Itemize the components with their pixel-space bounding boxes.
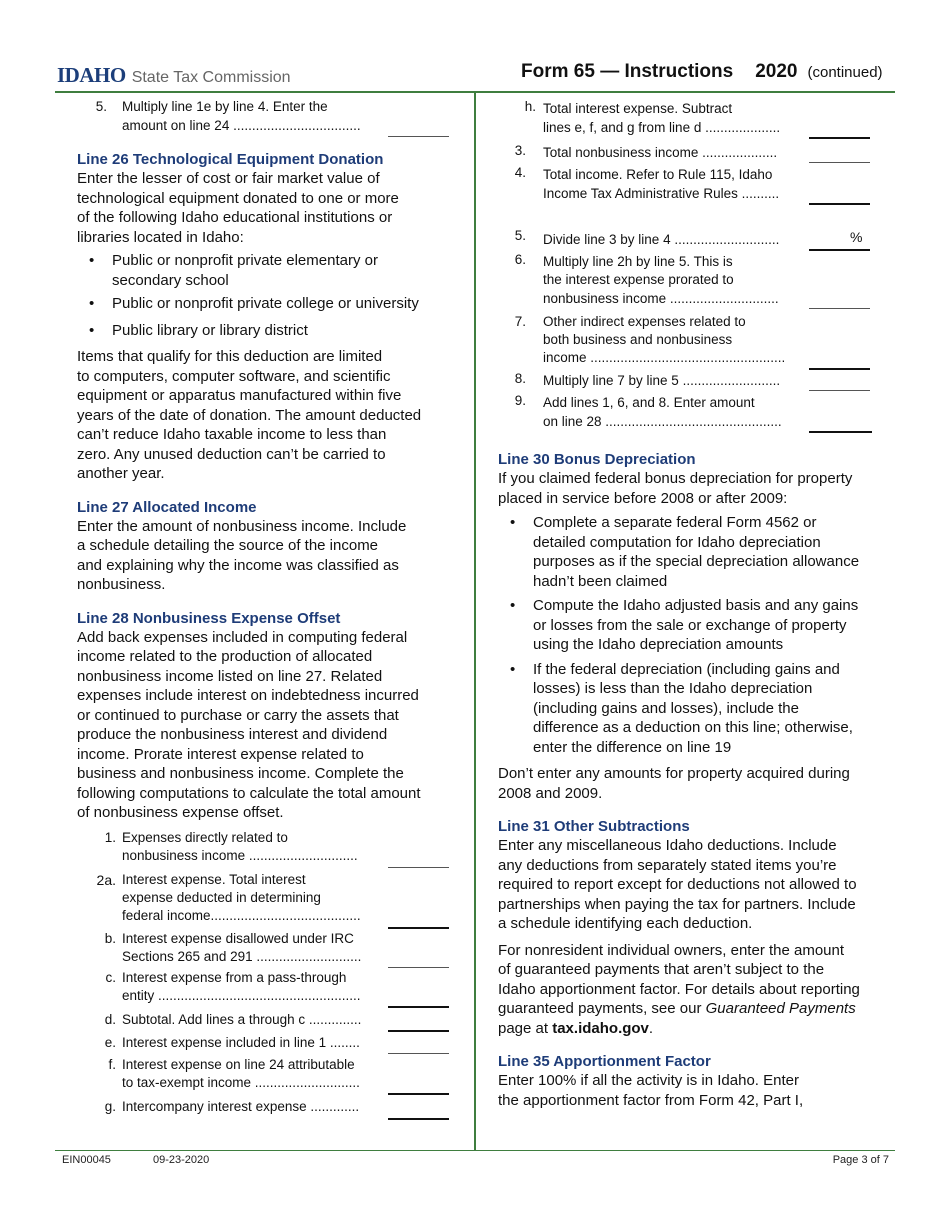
revision-date: 09-23-2020 <box>153 1154 210 1166</box>
line-35-heading: Line 35 Apportionment Factor <box>498 1053 711 1070</box>
right-column <box>498 98 893 1110</box>
line-26-heading: Line 26 Technological Equipment Donation <box>77 151 384 168</box>
answer-blank <box>388 1053 449 1054</box>
website-link[interactable]: tax.idaho.gov <box>552 1019 649 1037</box>
calc-line-2f: f. Interest expense on line 24 attributable to tax-exempt income ............................ <box>77 1056 454 1098</box>
answer-blank <box>809 308 870 309</box>
list-item: • Complete a separate federal Form 4562 or detailed computation for Idaho depreciation purposes as if the special depreciation allowance hadn’t been claimed <box>510 514 860 590</box>
line-27-para: Enter the amount of nonbusiness income. Include a schedule detailing the source of the income and explaining why the income was classified as nonbusiness. <box>77 517 407 593</box>
logo-wordmark: IDAHO <box>57 63 126 87</box>
calc-line-8: 8. Multiply line 7 by line 5 .......................... <box>498 370 893 392</box>
calc-line-2g: g. Intercompany interest expense ............. <box>77 1098 454 1122</box>
line-26-para1: Enter the lesser of cost or fair market value of technological equipment donated to one or more of the following Idaho educational institutions or libraries located in Idaho: <box>77 170 399 246</box>
list-item: • Compute the Idaho adjusted basis and any gains or losses from the sale or exchange of property using the Idaho depreciation amounts <box>510 597 859 653</box>
line-30-para2: Don’t enter any amounts for property acquired during 2008 and 2009. <box>498 765 850 802</box>
line-30-para1: If you claimed federal bonus depreciation for property placed in service before 2008 or after 2009: <box>498 470 853 507</box>
calc-line-6: 6. Multiply line 2h by line 5. This is the interest expense prorated to nonbusiness income ............................. <box>498 251 893 313</box>
form-title: Form 65 — Instructions <box>521 61 734 82</box>
list-item: • If the federal depreciation (including gains and losses) is less than the Idaho depreciation (including gains and losses), include the difference as a deduction on this line; otherwise, enter the difference on line 19 <box>510 660 853 756</box>
form-code: EIN00045 <box>62 1154 111 1166</box>
calc-line-1: 1. Expenses directly related to nonbusiness income ............................. <box>77 829 454 871</box>
answer-blank <box>388 1093 449 1095</box>
tax-year: 2020 <box>755 61 798 82</box>
answer-blank <box>388 967 449 968</box>
calc-line-7: 7. Other indirect expenses related to both business and nonbusiness income .................................................... <box>498 313 893 370</box>
calc-line-2e: e. Interest expense included in line 1 ........ <box>77 1034 454 1056</box>
calc-line-2a: 2a. Interest expense. Total interest expense deducted in determining federal income........................................ <box>77 871 454 930</box>
line-26-para2: Items that qualify for this deduction are limited to computers, computer software, and scientific equipment or apparatus manufactured within five years of the date of donation. The amount deducted can’t reduce Idaho taxable income to less than zero. Any unused deduction can’t be carried to another year. <box>77 348 422 482</box>
percent-sign: % <box>850 229 863 245</box>
line-35-para: Enter 100% if all the activity is in Idaho. Enter the apportionment factor from Form 42, Part I, <box>498 1072 804 1109</box>
continued-label: (continued) <box>807 64 883 81</box>
calc-line-3: 3. Total nonbusiness income .................... <box>498 142 893 164</box>
page-number: Page 3 of 7 <box>832 1154 889 1166</box>
line-31-para2: For nonresident individual owners, enter the amount of guaranteed payments that aren’t subject to the Idaho apportionment factor. For details about reporting guaranteed payments, see our Guaranteed Payments page at tax.idaho.gov. <box>498 941 860 1037</box>
calc-line-2c: c. Interest expense from a pass-through entity ...................................................... <box>77 969 454 1011</box>
list-item: • Public library or library district <box>89 321 308 339</box>
line-26-bullets <box>77 251 454 340</box>
answer-blank <box>388 136 449 137</box>
line-28-heading: Line 28 Nonbusiness Expense Offset <box>77 609 341 627</box>
answer-blank <box>809 162 870 163</box>
answer-blank <box>388 927 449 929</box>
calc-line-5-divide: 5. Divide line 3 by line 4 ............................ % <box>498 227 893 251</box>
line-28-para: Add back expenses included in computing federal income related to the production of allocated nonbusiness income listed on line 27. Related expenses include interest on indebtedness incurred or continued to purchase or carry the assets that produce the nonbusiness interest and dividend income. Prorate interest expense related to business and nonbusiness income. Complete the following computations to calculate the total amount of nonbusiness expense offset. <box>77 628 421 821</box>
guaranteed-payments-title: Guaranteed Payments <box>705 1000 856 1017</box>
answer-blank <box>388 1030 449 1032</box>
calc-line-4: 4. Total income. Refer to Rule 115, Idaho Income Tax Administrative Rules .......... <box>498 164 893 227</box>
answer-blank <box>809 137 870 139</box>
answer-blank <box>809 390 870 391</box>
line-31-heading: Line 31 Other Subtractions <box>498 818 690 835</box>
answer-blank <box>809 203 870 205</box>
agency-name: State Tax Commission <box>131 69 291 86</box>
line-31-para1: Enter any miscellaneous Idaho deductions. Include any deductions from separately stated items you’re required to report except for deductions not allowed to partnerships when paying the tax for partners. Include a schedule identifying each deduction. <box>498 837 857 932</box>
column-divider <box>474 93 476 1150</box>
page-header <box>0 0 950 96</box>
answer-blank <box>388 1118 449 1120</box>
answer-blank <box>388 1006 449 1008</box>
calc-line-5: 5. Multiply line 1e by line 4. Enter the amount on line 24 .................................. <box>77 98 454 140</box>
list-item: • Public or nonprofit private elementary or secondary school <box>89 252 378 289</box>
list-item: • Public or nonprofit private college or university <box>89 295 419 312</box>
calc-line-2b: b. Interest expense disallowed under IRC Sections 265 and 291 ............................ <box>77 930 454 969</box>
answer-blank <box>809 431 872 433</box>
calc-line-2d: d. Subtotal. Add lines a through c .............. <box>77 1011 454 1034</box>
agency-logo <box>57 63 291 88</box>
line-30-bullets <box>498 513 893 757</box>
answer-blank <box>388 867 449 868</box>
footer-rule <box>55 1150 895 1151</box>
line-30-heading: Line 30 Bonus Depreciation <box>498 451 696 468</box>
calc-line-2h: h. Total interest expense. Subtract lines e, f, and g from line d .................... <box>498 98 893 142</box>
calc-line-9: 9. Add lines 1, 6, and 8. Enter amount on line 28 ............................................... <box>498 392 893 450</box>
form-title-block <box>521 61 883 83</box>
left-column <box>77 98 454 1122</box>
line-27-heading: Line 27 Allocated Income <box>77 498 257 516</box>
